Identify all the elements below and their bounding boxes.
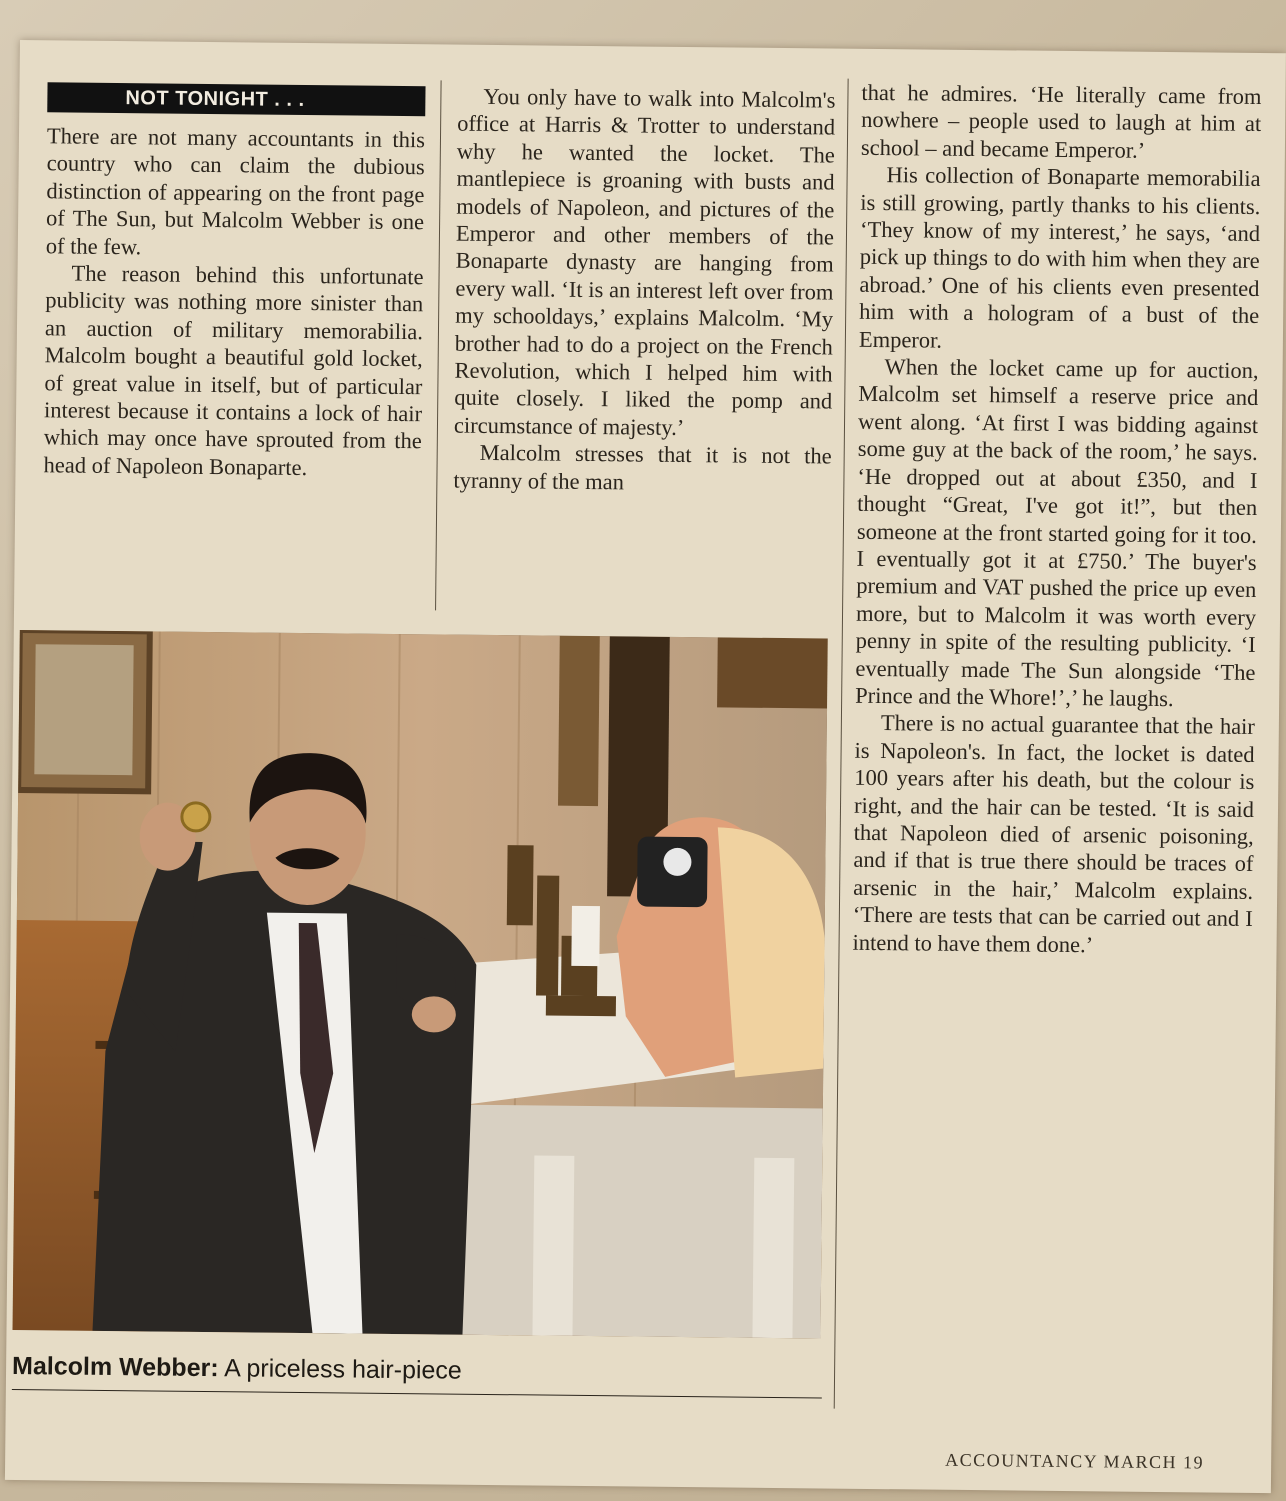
article-column-2: [453, 83, 835, 498]
article-column-1: [43, 82, 425, 482]
caption-name: Malcolm Webber:: [11, 1351, 219, 1383]
paragraph: There is no actual guarantee that the hair is Napoleon's. In fact, the locket is dated 100 years after his death, but the colour is right, and the hair can be tested. ‘It is said that Napoleon died of arsenic poisoning, and if that is true there should be traces of arsenic in the hair,’ Malcolm explains. ‘There are tests that can be carried out and I intend to have them done.’: [852, 710, 1256, 957]
photo-illustration: [12, 630, 827, 1338]
article-column-3: [852, 79, 1261, 960]
caption-text: A priceless hair-piece: [218, 1354, 462, 1385]
article-photo: [12, 630, 827, 1338]
column-divider: [435, 80, 442, 610]
photo-caption: [12, 1352, 822, 1398]
paragraph: You only have to walk into Malcolm's office at Harris & Trotter to understand why he wanted the locket. The mantlepiece is groaning with busts and models of Napoleon, and pictures of the Emperor and other members of the Bonaparte dynasty are hanging from every wall. ‘It is an interest left over from my schooldays,’ explains Malcolm. ‘My brother had to do a project on the French Revolution, which I helped him with quite closely. I liked the pomp and circumstance of majesty.’: [453, 83, 836, 440]
section-banner: NOT TONIGHT . . .: [47, 82, 425, 116]
column-divider: [834, 79, 849, 1409]
paragraph: Malcolm stresses that it is not the tyranny of the man: [453, 440, 832, 495]
publication-footer: ACCOUNTANCY MARCH 19: [945, 1449, 1205, 1473]
paragraph: The reason behind this unfortunate publicity was nothing more sinister than an auction of military memorabilia. Malcolm bought a beautiful gold locket, of great value in itself, but of particular interest because it contains a lock of hair which may once have sprouted from the head of Napoleon Bonaparte.: [43, 260, 424, 480]
paragraph: His collection of Bonaparte memorabilia is still growing, partly thanks to his clients. ‘They know of my interest,’ he says, ‘and pick up things to do with him when they are abroad.’ One of his clients even presented him with a hologram of a bust of the Emperor.: [858, 162, 1261, 353]
newspaper-clipping: [5, 40, 1286, 1493]
paragraph: that he admires. ‘He literally came from nowhere – people used to laugh at him at school – and became Emperor.’: [860, 79, 1262, 163]
paragraph: There are not many accountants in this country who can claim the dubious distinction of appearing on the front page of The Sun, but Malcolm Webber is one of the few.: [45, 123, 426, 259]
paragraph: When the locket came up for auction, Malcolm set himself a reserve price and went along. ‘At first I was bidding against some guy at the back of the room,’ he says. ‘He dropped out at about £350, and I thought “Great, I've got it!”, but then someone at the front started going for it too. I eventually got it at £750.’ The buyer's premium and VAT pushed the price up even more, but to Malcolm it was worth every penny in spite of the resulting publicity. ‘I eventually made The Sun alongside ‘The Prince and the Whore!’,’ he laughs.: [855, 354, 1259, 712]
